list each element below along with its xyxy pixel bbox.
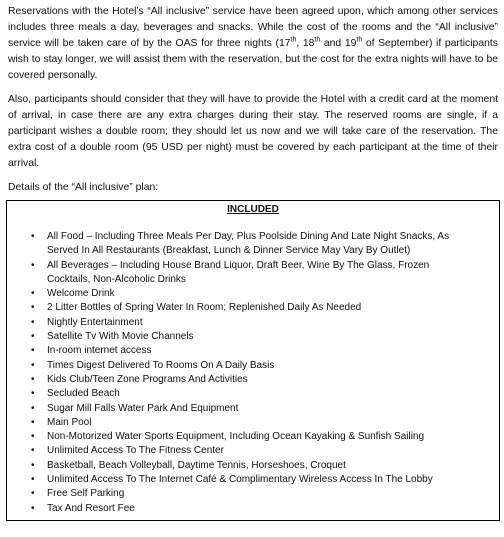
list-item	[7, 430, 467, 444]
bullet-icon: •	[31, 431, 35, 443]
bullet-icon: •	[31, 231, 35, 242]
bullet-icon: •	[31, 474, 35, 486]
list-item	[7, 287, 467, 301]
superscript: th	[314, 36, 321, 44]
list-item	[7, 473, 467, 487]
list-item-text: In-room internet access	[47, 345, 152, 357]
list-item	[7, 359, 467, 373]
included-title: INCLUDED	[227, 204, 279, 215]
list-item	[7, 259, 467, 288]
list-item	[7, 316, 467, 330]
bullet-icon: •	[31, 359, 35, 371]
paragraph-text: Reservations with the Hotel’s “All inclusive” service have been agreed upon, which among other services includes three meals a day, beverages and snacks. While the cost of the rooms and the “All inclusive” service will be taken care of by the OAS for three nights (17	[8, 6, 498, 49]
bullet-icon: •	[31, 302, 35, 314]
bullet-icon: •	[31, 402, 35, 414]
list-item-text: Sugar Mill Falls Water Park And Equipment	[47, 402, 239, 414]
list-item	[7, 301, 467, 315]
list-item-text: Free Self Parking	[47, 488, 125, 500]
list-item-text: Times Digest Delivered To Rooms On A Daily Basis	[47, 359, 275, 371]
details-heading: Details of the “All inclusive” plan:	[8, 182, 159, 193]
bullet-icon: •	[31, 331, 35, 343]
bullet-icon: •	[31, 316, 35, 328]
paragraph-text: of September) if participants wish to stay longer, we will assist them with the reservation, but the cost for the extra nights will have to be covered personally.	[8, 38, 498, 81]
list-item-text: Unlimited Access To The Fitness Center	[47, 445, 224, 457]
bullet-icon: •	[31, 345, 35, 357]
list-item	[7, 373, 467, 387]
list-item-text: Satellite Tv With Movie Channels	[47, 331, 194, 343]
list-item	[7, 330, 467, 344]
list-item-text: Tax And Resort Fee	[47, 502, 135, 514]
list-item-text: Non-Motorized Water Sports Equipment, Including Ocean Kayaking & Sunfish Sailing	[47, 431, 425, 443]
list-item	[7, 444, 467, 458]
paragraph-credit-card: Also, participants should consider that they will have to provide the Hotel with a credit card at the moment of arrival, in case there are any extra charges during their stay. The reserved rooms are single, if a participant wishes a double room; they should let us now and we will take care of the reservation. The extra cost of a double room (95 USD per night) must be covered by each participant at the time of their arrival.	[8, 94, 498, 169]
bullet-icon: •	[31, 445, 35, 457]
superscript: th	[356, 36, 363, 44]
list-item	[7, 344, 467, 358]
superscript: th	[290, 36, 297, 44]
list-item-text: 2 Litter Bottles of Spring Water In Room; Replenished Daily As Needed	[47, 302, 362, 314]
list-item	[7, 502, 467, 516]
list-item-text: Main Pool	[47, 416, 92, 428]
bullet-icon: •	[31, 288, 35, 300]
list-item-text: Nightly Entertainment	[47, 316, 143, 328]
list-item-text: Secluded Beach	[47, 388, 120, 400]
paragraph-text: , 18	[296, 38, 315, 49]
bullet-icon: •	[31, 388, 35, 400]
bullet-icon: •	[31, 259, 35, 271]
paragraph-reservations	[8, 4, 498, 84]
bullet-icon: •	[31, 416, 35, 428]
list-item	[7, 387, 467, 401]
list-item-text: Kids Club/Teen Zone Programs And Activities	[47, 373, 248, 385]
list-item	[7, 487, 467, 501]
list-item	[7, 459, 467, 473]
list-item	[7, 416, 467, 430]
bullet-icon: •	[31, 502, 35, 514]
paragraph-text: and 19	[320, 38, 357, 49]
list-item	[7, 230, 467, 259]
bullet-icon: •	[31, 459, 35, 471]
list-item-text: All Food – Including Three Meals Per Day, Plus Poolside Dining And Late Night Snacks, As Served In All Restaurants (Breakfast, Lunch & Dinner Service May Vary By Outlet)	[47, 231, 450, 257]
list-item-text: Basketball, Beach Volleyball, Daytime Tennis, Horseshoes, Croquet	[47, 459, 346, 471]
included-box	[6, 200, 500, 521]
bullet-icon: •	[31, 488, 35, 500]
included-list	[7, 230, 467, 516]
list-item-text: Unlimited Access To The Internet Café & Complimentary Wireless Access In The Lobby	[47, 474, 433, 486]
bullet-icon: •	[31, 373, 35, 385]
list-item-text: All Beverages – Including House Brand Liquor, Draft Beer, Wine By The Glass, Frozen Cocktails, Non-Alcoholic Drinks	[47, 259, 430, 285]
list-item-text: Welcome Drink	[47, 288, 115, 300]
list-item	[7, 402, 467, 416]
